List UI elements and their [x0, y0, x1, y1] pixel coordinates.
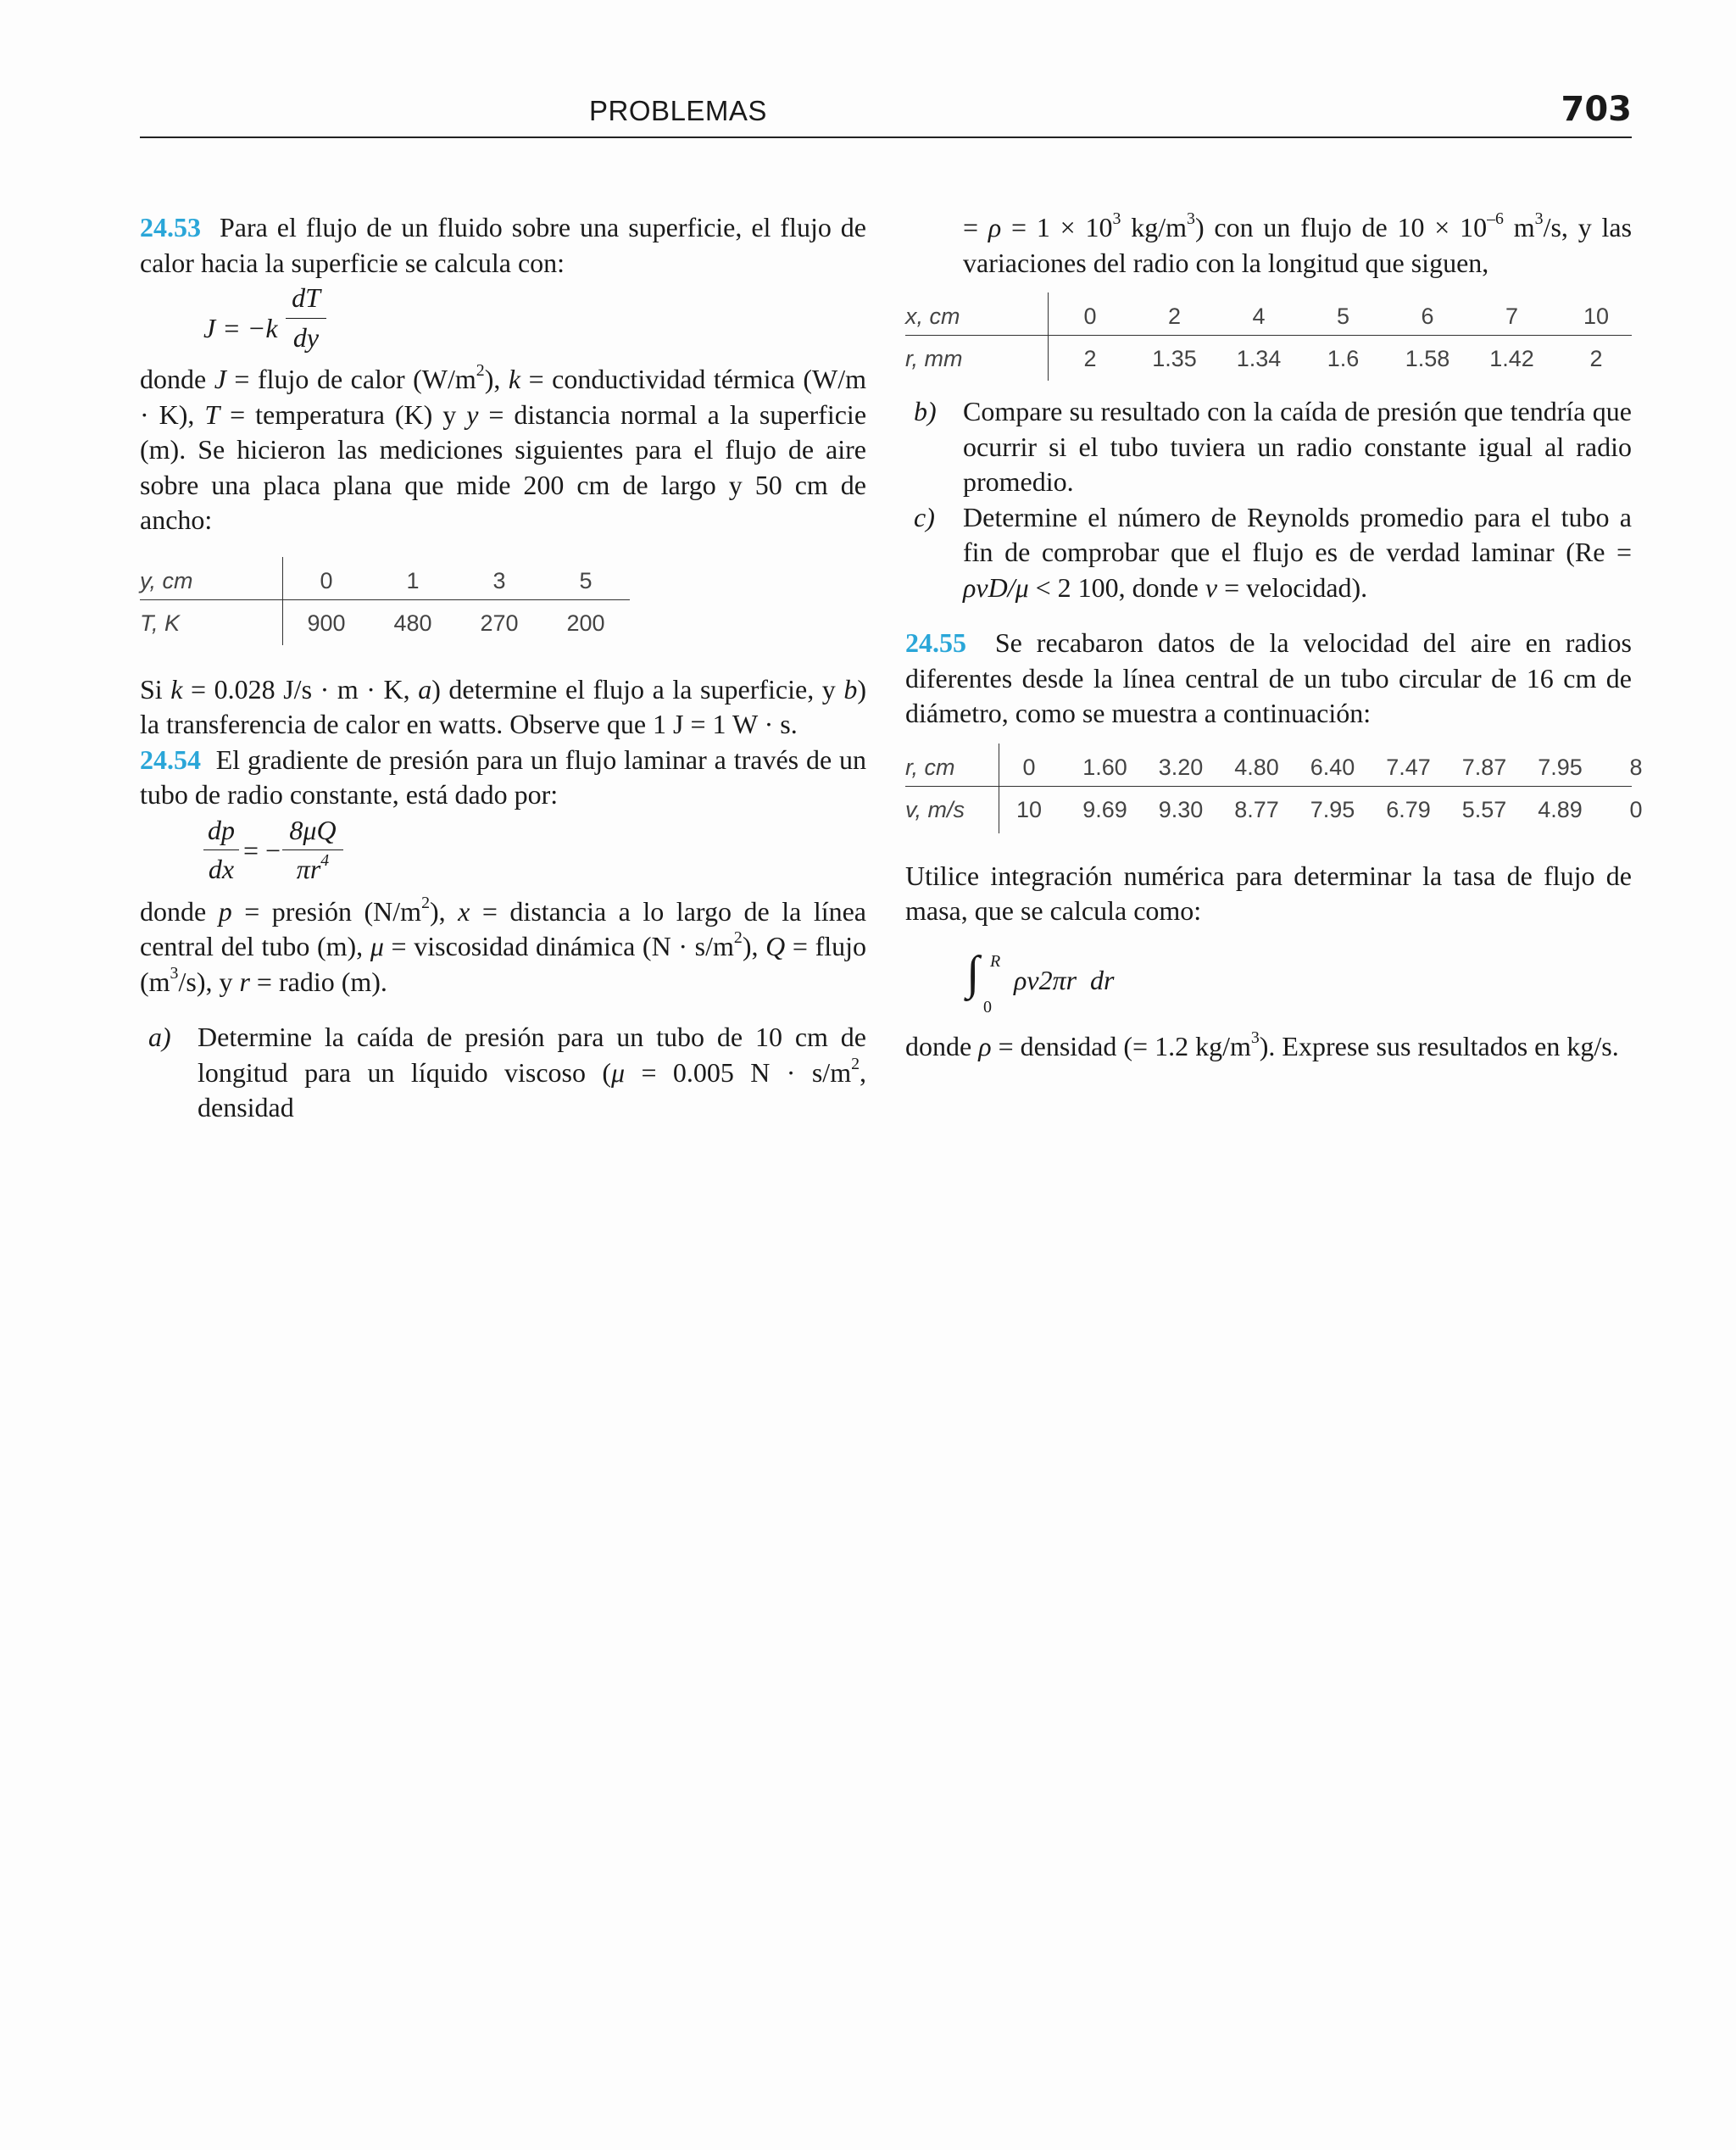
- definitions-24-54: donde p = presión $(N/m^2)$, x = distancia a lo largo de la línea central del tubo (m), μ = viscosidad dinámica $(N \cdot s/m^2)$, Q = flujo $(m^3/s)$, y r = radio (m).: [140, 893, 867, 997]
- table-cell: 1.34: [1236, 346, 1282, 371]
- item-label: a): [148, 1022, 171, 1052]
- item-24-54-c: [905, 500, 1632, 606]
- table-cell: 10: [1015, 796, 1043, 822]
- integral-sign: ∫: [966, 946, 980, 1000]
- table-rule: [905, 335, 1632, 336]
- text-24-55-density: donde ρ = densidad (= 1.2 $kg/m^3$). Exprese sus resultados en kg/s.: [905, 1028, 1619, 1061]
- table-cell: 8: [1629, 754, 1643, 780]
- equation-mid: = −: [243, 834, 281, 866]
- item-text: Compare su resultado con la caída de presión que tendría que ocurrir si el tubo tuviera un radio constante igual al radio promedio.: [963, 396, 1632, 497]
- problem-24-54-intro: [140, 743, 866, 813]
- table-row-label: v, m/s: [905, 796, 965, 822]
- table-divider: [1048, 292, 1049, 381]
- table-cell: 7.95: [1310, 796, 1355, 822]
- table-cell: 200: [566, 610, 605, 636]
- table-cell: 4.80: [1234, 754, 1279, 780]
- table-cell: 9.69: [1082, 796, 1127, 822]
- fraction-8muQ-pir4: [282, 813, 343, 888]
- item-24-54-a: [140, 1020, 866, 1126]
- denominator-base: πr: [296, 854, 321, 884]
- table-cell: 4: [1252, 304, 1266, 329]
- table-cell: 270: [480, 610, 519, 636]
- table-cell: 2: [1589, 346, 1603, 371]
- item-text: Determine el número de Reynolds promedio para el tubo a fin de comprobar que el flujo es de verdad laminar (Re = ρvD/μ < 2 100, donde v = velocidad).: [963, 501, 1632, 603]
- table-cell: 7: [1505, 304, 1519, 329]
- problem-number: 24.53: [140, 212, 201, 242]
- table-cell: 5: [579, 567, 593, 593]
- integral-lower-limit: 0: [983, 997, 992, 1017]
- problem-number: 24.55: [905, 627, 966, 658]
- table-cell: 5: [1336, 304, 1350, 329]
- question-24-53: Si k = 0.028 J/s · m · K, a) determine el flujo a la superficie, y b) la transferencia de calor en watts. Observe que 1 J = 1 W · s.: [140, 673, 867, 739]
- problem-24-53-intro: [140, 210, 866, 281]
- table-cell: 0: [1629, 796, 1643, 822]
- table-cell: 8.77: [1234, 796, 1279, 822]
- fraction-dp-dx: [203, 813, 239, 888]
- table-cell: 0: [1022, 754, 1036, 780]
- item-24-54-a-continued: = $\rho = 1 \times 10^3$ $kg/m^3$) con un flujo de $10 \times 10^{-6}$ $m^3/s$, y las variaciones del radio con la longitud que siguen,: [963, 209, 1633, 278]
- problem-text: Para el flujo de un fluido sobre una superficie, el flujo de calor hacia la superficie se calcula con:: [140, 212, 867, 278]
- table-row-label: y, cm: [140, 567, 193, 593]
- fraction-numerator: dp: [208, 814, 235, 845]
- fraction-dT-dy: [286, 281, 326, 355]
- table-cell: 3: [492, 567, 506, 593]
- table-cell: 7.47: [1386, 754, 1431, 780]
- table-cell: 10: [1583, 304, 1610, 329]
- left-column: [140, 210, 866, 1126]
- item-24-54-b: [905, 394, 1632, 500]
- text-24-55-after-table: Utilice integración numérica para determinar la tasa de flujo de masa, que se calcula como:: [905, 860, 1632, 926]
- table-cell: 0: [1083, 304, 1097, 329]
- item-text: Determine la caída de presión para un tubo de 10 cm de longitud para un líquido viscoso (μ = 0.005 $N \cdot s/m^2$, densidad: [198, 1022, 866, 1122]
- fraction-numerator: dT: [292, 282, 320, 313]
- table-cell: 1: [406, 567, 420, 593]
- running-header-section: PROBLEMAS: [589, 95, 767, 126]
- table-cell: 6.79: [1386, 796, 1431, 822]
- table-rule: [140, 599, 630, 600]
- table-cell: 0: [320, 567, 333, 593]
- problem-text: Se recabaron datos de la velocidad del aire en radios diferentes desde la línea central de un tubo circular de 16 cm de diámetro, como se muestra a continuación:: [905, 627, 1633, 728]
- denominator-exponent: 4: [320, 851, 330, 871]
- table-row-label: r, mm: [905, 346, 963, 371]
- table-cell: 1.42: [1489, 346, 1534, 371]
- problem-number: 24.54: [140, 744, 201, 775]
- table-cell: 6: [1421, 304, 1434, 329]
- fraction-denominator: dx: [208, 854, 235, 884]
- fraction-denominator: dy: [292, 321, 320, 353]
- table-cell: 5.57: [1461, 796, 1507, 822]
- problem-24-55-intro: [905, 626, 1632, 732]
- table-cell: 480: [393, 610, 432, 636]
- table-cell: 1.60: [1082, 754, 1127, 780]
- header-rule: [140, 136, 1632, 138]
- data-table-24-55: [905, 744, 1643, 838]
- table-cell: 7.95: [1538, 754, 1583, 780]
- integrand: ρv2πr dr: [1014, 964, 1115, 995]
- table-cell: 9.30: [1158, 796, 1204, 822]
- table-row-label: T, K: [140, 610, 181, 636]
- table-divider: [282, 557, 283, 645]
- table-row-label: r, cm: [905, 754, 955, 780]
- table-cell: 4.89: [1538, 796, 1583, 822]
- equation-pressure-gradient: [140, 813, 866, 894]
- table-cell: 3.20: [1158, 754, 1204, 780]
- page-number: 703: [1561, 90, 1632, 129]
- right-column: [905, 209, 1643, 1064]
- integral-upper-limit: R: [990, 951, 1001, 971]
- data-table-24-53: [140, 557, 632, 650]
- data-table-24-54: [905, 292, 1632, 386]
- item-label: b): [914, 396, 937, 426]
- fraction-numerator: 8μQ: [289, 814, 337, 845]
- integral-mass-flow: [905, 938, 1632, 1029]
- table-cell: 2: [1083, 346, 1097, 371]
- table-rule: [905, 786, 1632, 787]
- table-cell: 7.87: [1461, 754, 1507, 780]
- table-row-label: x, cm: [905, 304, 960, 329]
- equation-lhs: J = −k: [203, 313, 278, 343]
- equation-heat-flux: [140, 281, 866, 362]
- table-cell: 2: [1167, 304, 1182, 329]
- table-cell: 1.35: [1152, 346, 1197, 371]
- fraction-denominator: [297, 852, 329, 888]
- table-cell: 900: [307, 610, 346, 636]
- table-cell: 1.58: [1405, 346, 1450, 371]
- problem-text: El gradiente de presión para un flujo laminar a través de un tubo de radio constante, está dado por:: [140, 744, 867, 810]
- item-label: c): [914, 501, 935, 532]
- definitions-24-53: donde J = flujo de calor $(W/m^2)$, k = conductividad térmica (W/m · K), T = temperatura (K) y y = distancia normal a la superficie (m). Se hicieron las mediciones siguientes para el flujo de aire sobre una placa plana que mide 200 cm de largo y 50 cm de ancho:: [140, 361, 867, 535]
- table-cell: 6.40: [1310, 754, 1355, 780]
- table-cell: 1.6: [1327, 346, 1360, 371]
